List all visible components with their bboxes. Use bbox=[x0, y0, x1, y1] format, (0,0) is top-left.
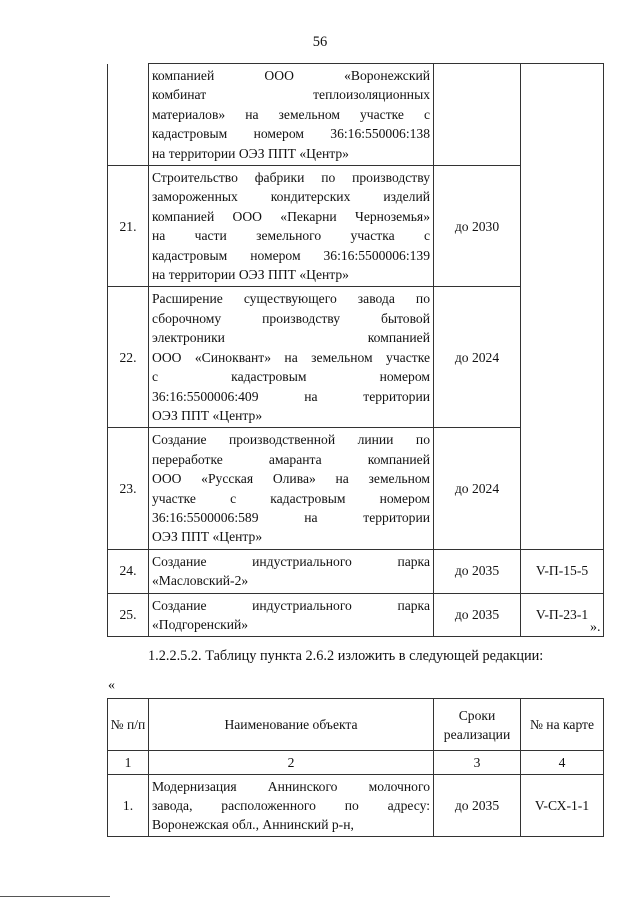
description-line: на части земельного участка с bbox=[152, 228, 430, 244]
description-line: Создание производственной линии по bbox=[152, 432, 430, 448]
objects-table-2-6-2 bbox=[107, 698, 604, 837]
description-line: 36:16:5500006:409 на территории bbox=[152, 388, 430, 404]
implementation-term: до 2024 bbox=[434, 287, 521, 428]
header-term: Сроки реализации bbox=[434, 699, 521, 751]
description-line: 36:16:5500006:589 на территории bbox=[152, 509, 430, 525]
implementation-term bbox=[434, 64, 521, 166]
description-line: сборочному производству бытовой bbox=[152, 310, 430, 326]
description-line: комбинат теплоизоляционных bbox=[152, 87, 430, 103]
col-number-4: 4 bbox=[521, 751, 604, 775]
row-number: 25. bbox=[108, 593, 149, 637]
implementation-term: до 2035 bbox=[434, 775, 521, 837]
amendment-paragraph: 1.2.2.5.2. Таблицу пункта 2.6.2 изложить в следующей редакции: bbox=[148, 648, 544, 664]
map-number: V-П-15-5 bbox=[521, 549, 604, 593]
description-line: кадастровым номером 36:16:550006:138 bbox=[152, 126, 430, 142]
object-description bbox=[149, 775, 434, 837]
header-name: Наименование объекта bbox=[149, 699, 434, 751]
col-number-3: 3 bbox=[434, 751, 521, 775]
table-row bbox=[108, 549, 604, 593]
row-number: 23. bbox=[108, 428, 149, 549]
table-row bbox=[108, 593, 604, 637]
description-line: материалов» на земельном участке с bbox=[152, 106, 430, 122]
description-line: Модернизация Аннинского молочного bbox=[152, 779, 430, 794]
description-line: «Подгоренский» bbox=[152, 616, 249, 632]
description-line: «Масловский-2» bbox=[152, 573, 249, 589]
description-line: компанией ООО «Воронежский bbox=[152, 68, 430, 83]
implementation-term: до 2035 bbox=[434, 549, 521, 593]
description-line: Создание индустриального парка bbox=[152, 597, 430, 613]
object-description bbox=[149, 593, 434, 637]
closing-quote: ». bbox=[590, 620, 601, 635]
description-line: на территории ОЭЗ ППТ «Центр» bbox=[152, 145, 349, 161]
description-line: ООО «Русская Олива» на земельном bbox=[152, 471, 430, 487]
object-description bbox=[149, 428, 434, 549]
description-line: ОЭЗ ППТ «Центр» bbox=[152, 529, 263, 545]
description-line: Создание индустриального парка bbox=[152, 553, 430, 569]
description-line: Строительство фабрики по производству bbox=[152, 170, 430, 186]
description-line: с кадастровым номером bbox=[152, 369, 430, 385]
description-line: кадастровым номером 36:16:5500006:139 bbox=[152, 247, 430, 263]
page-number: 56 bbox=[312, 34, 328, 50]
object-description bbox=[149, 549, 434, 593]
table-row bbox=[108, 775, 604, 837]
object-description bbox=[149, 64, 434, 166]
row-number: 24. bbox=[108, 549, 149, 593]
row-number: 22. bbox=[108, 287, 149, 428]
col-number-1: 1 bbox=[108, 751, 149, 775]
map-number: V-СХ-1-1 bbox=[521, 775, 604, 837]
implementation-term: до 2030 bbox=[434, 166, 521, 287]
col-number-2: 2 bbox=[149, 751, 434, 775]
map-number: V-П-23-1 bbox=[521, 593, 604, 637]
description-line: переработке амаранта компанией bbox=[152, 451, 430, 467]
implementation-term: до 2024 bbox=[434, 428, 521, 549]
object-description bbox=[149, 287, 434, 428]
header-map: № на карте bbox=[521, 699, 604, 751]
description-line: завода, расположенного по адресу: bbox=[152, 798, 430, 813]
description-line: компанией ООО «Пекарни Черноземья» bbox=[152, 208, 430, 224]
objects-table-continued bbox=[107, 63, 604, 637]
description-line: Расширение существующего завода по bbox=[152, 291, 430, 307]
map-number bbox=[521, 64, 604, 550]
description-line: на территории ОЭЗ ППТ «Центр» bbox=[152, 267, 349, 283]
footnote-rule bbox=[0, 896, 110, 897]
header-number: № п/п bbox=[108, 699, 149, 751]
row-number: 1. bbox=[108, 775, 149, 837]
description-line: Воронежская обл., Аннинский р-н, bbox=[152, 817, 354, 832]
opening-quote: « bbox=[108, 678, 115, 693]
object-description bbox=[149, 166, 434, 287]
description-line: замороженных кондитерских изделий bbox=[152, 189, 430, 205]
row-number bbox=[108, 64, 149, 166]
table-row bbox=[108, 64, 604, 166]
description-line: ООО «Синоквант» на земельном участке bbox=[152, 349, 430, 365]
row-number: 21. bbox=[108, 166, 149, 287]
implementation-term: до 2035 bbox=[434, 593, 521, 637]
description-line: участке с кадастровым номером bbox=[152, 490, 430, 506]
description-line: ОЭЗ ППТ «Центр» bbox=[152, 407, 263, 423]
description-line: электроники компанией bbox=[152, 330, 430, 346]
